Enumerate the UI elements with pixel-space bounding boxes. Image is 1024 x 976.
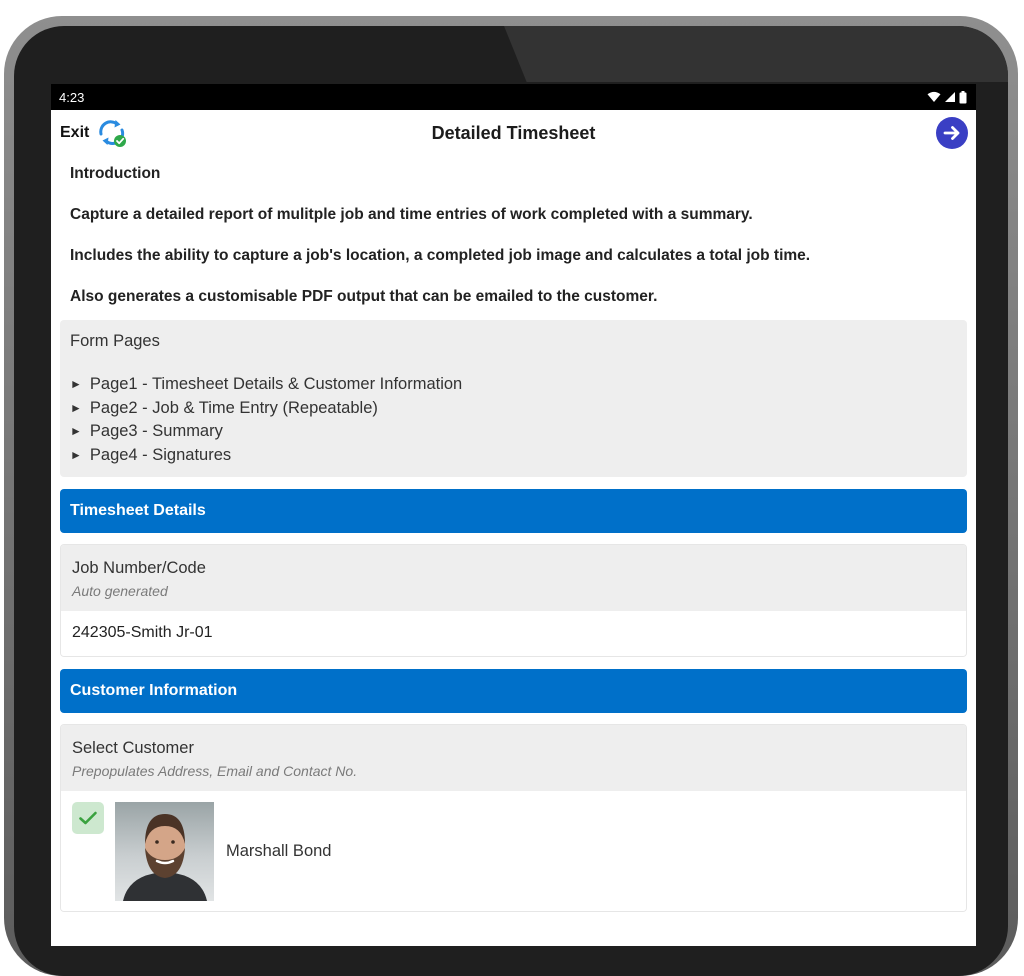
wifi-icon [927, 91, 941, 103]
select-customer-label: Select Customer [72, 739, 194, 757]
sync-check-icon[interactable] [96, 118, 128, 148]
job-number-label-area [61, 545, 966, 611]
intro-paragraph: Includes the ability to capture a job's location, a completed job image and calculates a total job time. [70, 247, 811, 264]
customer-name: Marshall Bond [226, 841, 332, 860]
form-content [51, 156, 976, 912]
intro-section [60, 156, 967, 306]
page-title: Detailed Timesheet [431, 122, 596, 143]
customer-option-row[interactable] [61, 791, 966, 911]
battery-icon [959, 91, 967, 104]
checkmark-icon [78, 810, 98, 826]
app-screen [51, 84, 976, 946]
arrow-right-icon [943, 125, 961, 141]
form-pages-list [70, 373, 957, 467]
form-page-item: ► Page4 - Signatures [70, 444, 957, 468]
select-customer-label-area [61, 725, 966, 791]
job-number-value[interactable]: 242305-Smith Jr-01 [61, 611, 966, 656]
status-icons [927, 91, 967, 104]
exit-button[interactable]: Exit [60, 124, 90, 141]
intro-paragraph: Capture a detailed report of mulitple job and time entries of work completed with a summary. [70, 206, 753, 223]
select-customer-field [60, 724, 967, 912]
timesheet-details-header: Timesheet Details [60, 489, 967, 533]
customer-information-header: Customer Information [60, 669, 967, 713]
status-bar [51, 84, 976, 110]
select-customer-hint: Prepopulates Address, Email and Contact No. [72, 763, 358, 779]
status-time: 4:23 [59, 89, 85, 105]
customer-avatar [115, 802, 214, 901]
cell-signal-icon [944, 91, 956, 103]
form-pages-panel [60, 320, 967, 477]
form-page-item: ► Page2 - Job & Time Entry (Repeatable) [70, 397, 957, 421]
app-bar-left [60, 118, 128, 148]
app-bar [51, 110, 976, 156]
intro-paragraph: Also generates a customisable PDF output that can be emailed to the customer. [70, 288, 658, 305]
intro-heading: Introduction [70, 165, 161, 182]
job-number-field [60, 544, 967, 657]
customer-select-checkbox[interactable] [72, 802, 104, 834]
job-number-label: Job Number/Code [72, 559, 206, 577]
customer-portrait-icon [115, 802, 214, 901]
form-pages-heading: Form Pages [70, 332, 160, 350]
job-number-hint: Auto generated [72, 583, 168, 599]
form-page-item: ► Page1 - Timesheet Details & Customer Information [70, 373, 957, 397]
next-page-button[interactable] [936, 117, 968, 149]
form-page-item: ► Page3 - Summary [70, 420, 957, 444]
